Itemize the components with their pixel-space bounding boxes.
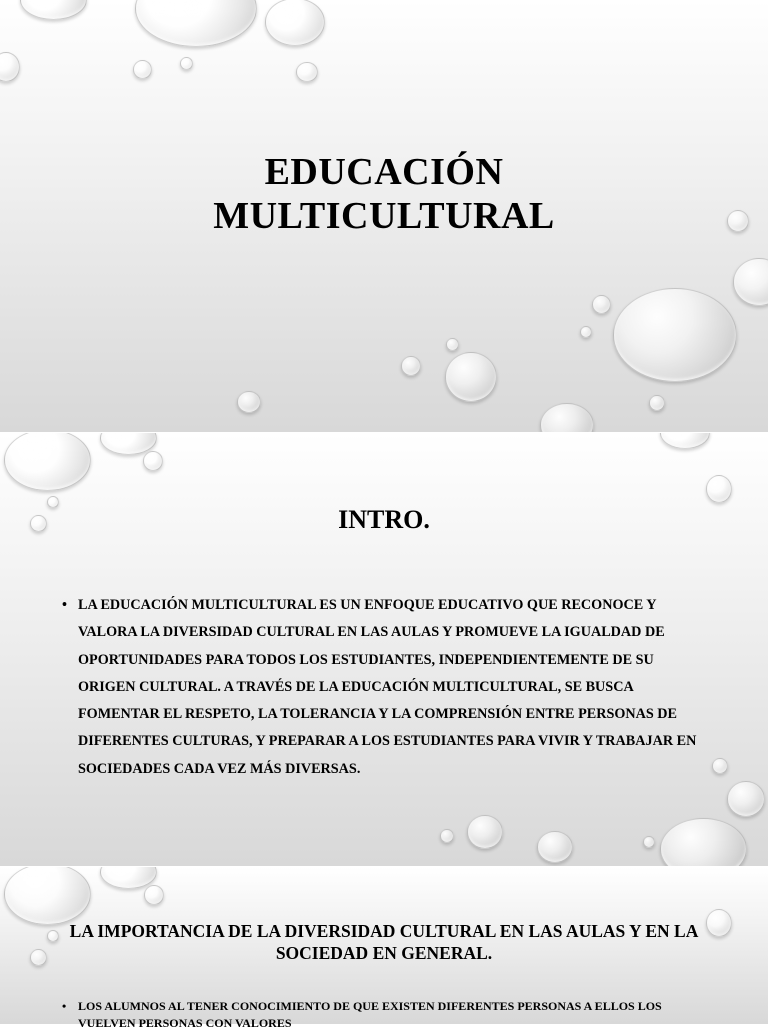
water-drop-decoration: [580, 326, 592, 338]
water-drop-decoration: [4, 867, 91, 925]
slide-1: [0, 0, 768, 432]
slide-1-title: [0, 150, 768, 238]
water-drop-decoration: [733, 258, 768, 306]
water-drop-decoration: [540, 403, 594, 432]
water-drop-decoration: [643, 836, 655, 848]
slide-2-bullet-list: [62, 592, 712, 783]
water-drop-decoration: [712, 758, 728, 774]
water-drop-decoration: [0, 52, 20, 82]
water-drop-decoration: [4, 433, 91, 491]
list-item: [62, 592, 712, 783]
water-drop-decoration: [592, 295, 611, 314]
water-drop-decoration: [237, 391, 261, 413]
slide-3-bullet-list: [62, 998, 712, 1032]
water-drop-decoration: [445, 352, 497, 402]
water-drop-decoration: [649, 395, 665, 411]
slide-2-title: INTRO.: [338, 505, 430, 534]
water-drop-decoration: [143, 451, 163, 471]
water-drop-decoration: [660, 818, 747, 866]
water-drop-decoration: [30, 949, 47, 966]
slide-3-title: LA IMPORTANCIA DE LA DIVERSIDAD CULTURAL EN LAS AULAS Y EN LA SOCIEDAD EN GENERAL.: [69, 921, 699, 963]
water-drop-decoration: [401, 356, 421, 376]
water-drop-decoration: [613, 288, 737, 382]
water-drop-decoration: [47, 930, 59, 942]
water-drop-decoration: [727, 781, 765, 817]
bullet-marker: •: [62, 597, 67, 613]
water-drop-decoration: [133, 60, 152, 79]
water-drop-decoration: [135, 0, 257, 47]
title-line-1: EDUCACIÓN: [264, 151, 504, 193]
bullet-text: LA EDUCACIÓN MULTICULTURAL ES UN ENFOQUE EDUCATIVO QUE RECONOCE Y VALORA LA DIVERSIDAD CULTURAL EN LAS AULAS Y PROMUEVE LA IGUALDAD DE OPORTUNIDADES PARA TODOS LOS ESTUDIANTES, INDEPENDIENTEMENTE DE SU ORIGEN CULTURAL. A TRAVÉS DE LA EDUCACIÓN MULTICULTURAL, SE BUSCA FOMENTAR EL RESPETO, LA TOLERANCIA Y LA COMPRENSIÓN ENTRE PERSONAS DE DIFERENTES CULTURAS, Y PREPARAR A LOS ESTUDIANTES PARA VIVIR Y TRABAJAR EN SOCIEDADES CADA VEZ MÁS DIVERSAS.: [78, 597, 697, 777]
water-drop-decoration: [467, 815, 503, 849]
water-drop-decoration: [660, 433, 710, 449]
water-drop-decoration: [20, 0, 87, 20]
title-line-2: MULTICULTURAL: [213, 195, 555, 237]
water-drop-decoration: [446, 338, 459, 351]
list-item: [62, 998, 712, 1032]
bullet-text: LOS ALUMNOS AL TENER CONOCIMIENTO DE QUE EXISTEN DIFERENTES PERSONAS A ELLOS LOS VUELVEN PERSONAS CON VALORES: [78, 999, 662, 1030]
water-drop-decoration: [265, 0, 325, 46]
water-drop-decoration: [537, 831, 573, 863]
water-drop-decoration: [144, 885, 164, 905]
water-drop-decoration: [706, 475, 732, 503]
water-drop-decoration: [180, 57, 193, 70]
bullet-marker: •: [62, 999, 67, 1013]
water-drop-decoration: [440, 829, 454, 843]
water-drop-decoration: [706, 909, 732, 937]
water-drop-decoration: [296, 62, 318, 82]
